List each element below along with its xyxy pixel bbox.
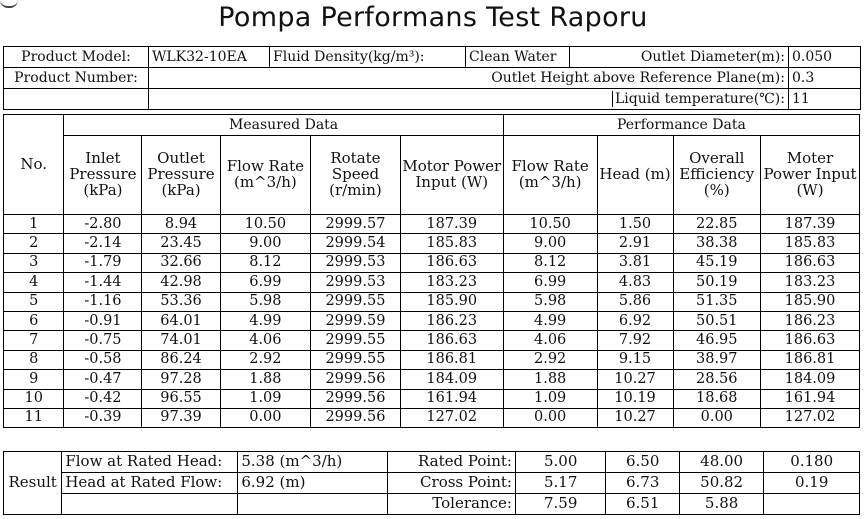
table-row <box>4 292 860 311</box>
cell-inlet-pressure: -1.16 <box>64 292 142 311</box>
cell-rotate-speed: 2999.56 <box>311 389 401 408</box>
tolerance-head: 6.51 <box>606 494 679 515</box>
cell-outlet-pressure: 8.94 <box>142 215 220 234</box>
cell-overall-efficiency: 18.68 <box>673 389 760 408</box>
col-header-rotate-speed: Rotate Speed (r/min) <box>311 136 401 215</box>
cell-overall-efficiency: 50.51 <box>673 311 760 330</box>
cell-flow-rate: 4.06 <box>220 331 311 350</box>
cell-inlet-pressure: -0.42 <box>64 389 142 408</box>
flow-at-rated-head-label: Flow at Rated Head: <box>62 452 238 473</box>
cell-overall-efficiency: 45.19 <box>673 253 760 272</box>
cell-overall-efficiency: 50.19 <box>673 273 760 292</box>
cell-overall-efficiency: 38.97 <box>673 350 760 369</box>
cell-motor-power-input: 183.23 <box>400 273 503 292</box>
cell-motor-power-input: 184.09 <box>400 370 503 389</box>
outlet-height-label: Outlet Height above Reference Plane(m): <box>149 68 789 89</box>
cell-inlet-pressure: -1.79 <box>64 253 142 272</box>
col-header-overall-efficiency: Overall Efficiency (%) <box>673 136 760 215</box>
cell-row-no: 3 <box>4 253 64 272</box>
tolerance-power <box>764 494 860 515</box>
cell-moter-power-input: 185.83 <box>761 234 860 253</box>
cell-row-no: 9 <box>4 370 64 389</box>
cell-perf-flow-rate: 8.12 <box>503 253 597 272</box>
cell-head: 3.81 <box>597 253 673 272</box>
cell-perf-flow-rate: 1.09 <box>503 389 597 408</box>
tolerance-flow: 7.59 <box>515 494 606 515</box>
cell-moter-power-input: 187.39 <box>761 215 860 234</box>
cell-moter-power-input: 127.02 <box>761 408 860 427</box>
table-row <box>4 234 860 253</box>
result-table <box>3 451 860 515</box>
cell-overall-efficiency: 0.00 <box>673 408 760 427</box>
cell-outlet-pressure: 23.45 <box>142 234 220 253</box>
cell-head: 10.27 <box>597 370 673 389</box>
cell-row-no: 7 <box>4 331 64 350</box>
cell-moter-power-input: 186.63 <box>761 331 860 350</box>
cell-perf-flow-rate: 0.00 <box>503 408 597 427</box>
cell-motor-power-input: 127.02 <box>400 408 503 427</box>
cell-head: 10.19 <box>597 389 673 408</box>
cell-inlet-pressure: -2.14 <box>64 234 142 253</box>
table-row <box>4 215 860 234</box>
cell-outlet-pressure: 64.01 <box>142 311 220 330</box>
cell-row-no: 4 <box>4 273 64 292</box>
cell-outlet-pressure: 97.28 <box>142 370 220 389</box>
cell-motor-power-input: 186.81 <box>400 350 503 369</box>
head-at-rated-flow-value: 6.92 (m) <box>238 473 388 494</box>
cell-motor-power-input: 186.63 <box>400 331 503 350</box>
table-row <box>4 408 860 427</box>
cell-perf-flow-rate: 5.98 <box>503 292 597 311</box>
cell-rotate-speed: 2999.57 <box>311 215 401 234</box>
table-row <box>4 311 860 330</box>
cell-perf-flow-rate: 1.88 <box>503 370 597 389</box>
blank-cell <box>62 494 238 515</box>
cell-moter-power-input: 186.81 <box>761 350 860 369</box>
cell-flow-rate: 9.00 <box>220 234 311 253</box>
cell-flow-rate: 0.00 <box>220 408 311 427</box>
col-header-flow-rate: Flow Rate (m^3/h) <box>220 136 311 215</box>
cell-rotate-speed: 2999.59 <box>311 311 401 330</box>
cell-flow-rate: 6.99 <box>220 273 311 292</box>
product-number-label: Product Number: <box>4 68 149 89</box>
cell-rotate-speed: 2999.55 <box>311 350 401 369</box>
rated-point-label: Rated Point: <box>388 452 516 473</box>
cell-rotate-speed: 2999.54 <box>311 234 401 253</box>
product-info-table <box>3 46 861 110</box>
cell-head: 10.27 <box>597 408 673 427</box>
cell-flow-rate: 1.88 <box>220 370 311 389</box>
table-row <box>4 273 860 292</box>
fluid-density-value: Clean Water <box>466 47 570 68</box>
cell-motor-power-input: 186.63 <box>400 253 503 272</box>
cross-point-power: 0.19 <box>764 473 860 494</box>
product-model-value: WLK32-10EA <box>149 47 270 68</box>
blank-cell <box>238 494 388 515</box>
cell-rotate-speed: 2999.56 <box>311 408 401 427</box>
outlet-diameter-value: 0.050 <box>789 47 861 68</box>
blank-cell <box>4 89 149 110</box>
table-row <box>4 350 860 369</box>
cell-outlet-pressure: 32.66 <box>142 253 220 272</box>
cell-rotate-speed: 2999.53 <box>311 253 401 272</box>
cell-overall-efficiency: 51.35 <box>673 292 760 311</box>
blank-cell <box>149 89 570 110</box>
cell-moter-power-input: 183.23 <box>761 273 860 292</box>
cross-point-head: 6.73 <box>606 473 679 494</box>
cell-row-no: 1 <box>4 215 64 234</box>
cell-perf-flow-rate: 4.99 <box>503 311 597 330</box>
cell-motor-power-input: 187.39 <box>400 215 503 234</box>
test-data-table <box>3 114 860 428</box>
fluid-density-label: Fluid Density(kg/m³): <box>270 47 466 68</box>
cell-rotate-speed: 2999.55 <box>311 292 401 311</box>
cell-row-no: 11 <box>4 408 64 427</box>
col-header-no: No. <box>4 115 64 215</box>
cell-flow-rate: 8.12 <box>220 253 311 272</box>
cross-point-efficiency: 50.82 <box>679 473 763 494</box>
cell-head: 5.86 <box>597 292 673 311</box>
cell-inlet-pressure: -0.47 <box>64 370 142 389</box>
cell-moter-power-input: 161.94 <box>761 389 860 408</box>
cell-flow-rate: 4.99 <box>220 311 311 330</box>
flow-at-rated-head-value: 5.38 (m^3/h) <box>238 452 388 473</box>
tolerance-efficiency: 5.88 <box>679 494 763 515</box>
cell-overall-efficiency: 38.38 <box>673 234 760 253</box>
cell-rotate-speed: 2999.53 <box>311 273 401 292</box>
cell-motor-power-input: 185.83 <box>400 234 503 253</box>
cell-inlet-pressure: -1.44 <box>64 273 142 292</box>
cell-rotate-speed: 2999.55 <box>311 331 401 350</box>
performance-data-header: Performance Data <box>503 115 859 136</box>
liquid-temp-value: 11 <box>789 89 861 110</box>
cell-moter-power-input: 186.23 <box>761 311 860 330</box>
cell-perf-flow-rate: 4.06 <box>503 331 597 350</box>
col-header-motor-power-input: Motor Power Input (W) <box>400 136 503 215</box>
table-row <box>4 370 860 389</box>
cell-flow-rate: 10.50 <box>220 215 311 234</box>
cell-perf-flow-rate: 9.00 <box>503 234 597 253</box>
cell-row-no: 8 <box>4 350 64 369</box>
outlet-height-value: 0.3 <box>789 68 861 89</box>
cell-row-no: 6 <box>4 311 64 330</box>
cell-head: 1.50 <box>597 215 673 234</box>
cell-overall-efficiency: 22.85 <box>673 215 760 234</box>
cell-moter-power-input: 186.63 <box>761 253 860 272</box>
cross-point-label: Cross Point: <box>388 473 516 494</box>
cell-row-no: 10 <box>4 389 64 408</box>
cell-flow-rate: 2.92 <box>220 350 311 369</box>
cell-inlet-pressure: -0.75 <box>64 331 142 350</box>
liquid-temp-label: Liquid temperature(℃): <box>570 89 789 110</box>
rated-point-power: 0.180 <box>764 452 860 473</box>
report-title: Pompa Performans Test Raporu <box>218 2 648 33</box>
cell-row-no: 2 <box>4 234 64 253</box>
cell-outlet-pressure: 42.98 <box>142 273 220 292</box>
cell-head: 6.92 <box>597 311 673 330</box>
cell-head: 9.15 <box>597 350 673 369</box>
head-at-rated-flow-label: Head at Rated Flow: <box>62 473 238 494</box>
product-model-label: Product Model: <box>4 47 149 68</box>
cell-outlet-pressure: 96.55 <box>142 389 220 408</box>
cell-outlet-pressure: 74.01 <box>142 331 220 350</box>
cell-head: 2.91 <box>597 234 673 253</box>
cell-inlet-pressure: -0.39 <box>64 408 142 427</box>
cross-point-flow: 5.17 <box>515 473 606 494</box>
cell-overall-efficiency: 28.56 <box>673 370 760 389</box>
table-row <box>4 331 860 350</box>
rated-point-head: 6.50 <box>606 452 679 473</box>
cell-outlet-pressure: 53.36 <box>142 292 220 311</box>
cell-perf-flow-rate: 10.50 <box>503 215 597 234</box>
result-label: Result <box>4 452 62 515</box>
table-row <box>4 253 860 272</box>
cell-outlet-pressure: 86.24 <box>142 350 220 369</box>
cell-moter-power-input: 185.90 <box>761 292 860 311</box>
cell-head: 7.92 <box>597 331 673 350</box>
outlet-diameter-label: Outlet Diameter(m): <box>570 47 789 68</box>
cell-perf-flow-rate: 2.92 <box>503 350 597 369</box>
col-header-perf-flow-rate: Flow Rate (m^3/h) <box>503 136 597 215</box>
cell-flow-rate: 1.09 <box>220 389 311 408</box>
cell-rotate-speed: 2999.56 <box>311 370 401 389</box>
col-header-head: Head (m) <box>597 136 673 215</box>
cell-flow-rate: 5.98 <box>220 292 311 311</box>
col-header-inlet-pressure: Inlet Pressure (kPa) <box>64 136 142 215</box>
cell-row-no: 5 <box>4 292 64 311</box>
cell-outlet-pressure: 97.39 <box>142 408 220 427</box>
cell-inlet-pressure: -0.58 <box>64 350 142 369</box>
measured-data-header: Measured Data <box>64 115 503 136</box>
tolerance-label: Tolerance: <box>388 494 516 515</box>
rated-point-flow: 5.00 <box>515 452 606 473</box>
cell-motor-power-input: 161.94 <box>400 389 503 408</box>
cell-inlet-pressure: -2.80 <box>64 215 142 234</box>
cell-perf-flow-rate: 6.99 <box>503 273 597 292</box>
cell-overall-efficiency: 46.95 <box>673 331 760 350</box>
cell-moter-power-input: 184.09 <box>761 370 860 389</box>
cell-motor-power-input: 185.90 <box>400 292 503 311</box>
cell-head: 4.83 <box>597 273 673 292</box>
cell-motor-power-input: 186.23 <box>400 311 503 330</box>
cell-inlet-pressure: -0.91 <box>64 311 142 330</box>
col-header-outlet-pressure: Outlet Pressure (kPa) <box>142 136 220 215</box>
table-row <box>4 389 860 408</box>
col-header-moter-power-input: Moter Power Input (W) <box>761 136 860 215</box>
rated-point-efficiency: 48.00 <box>679 452 763 473</box>
